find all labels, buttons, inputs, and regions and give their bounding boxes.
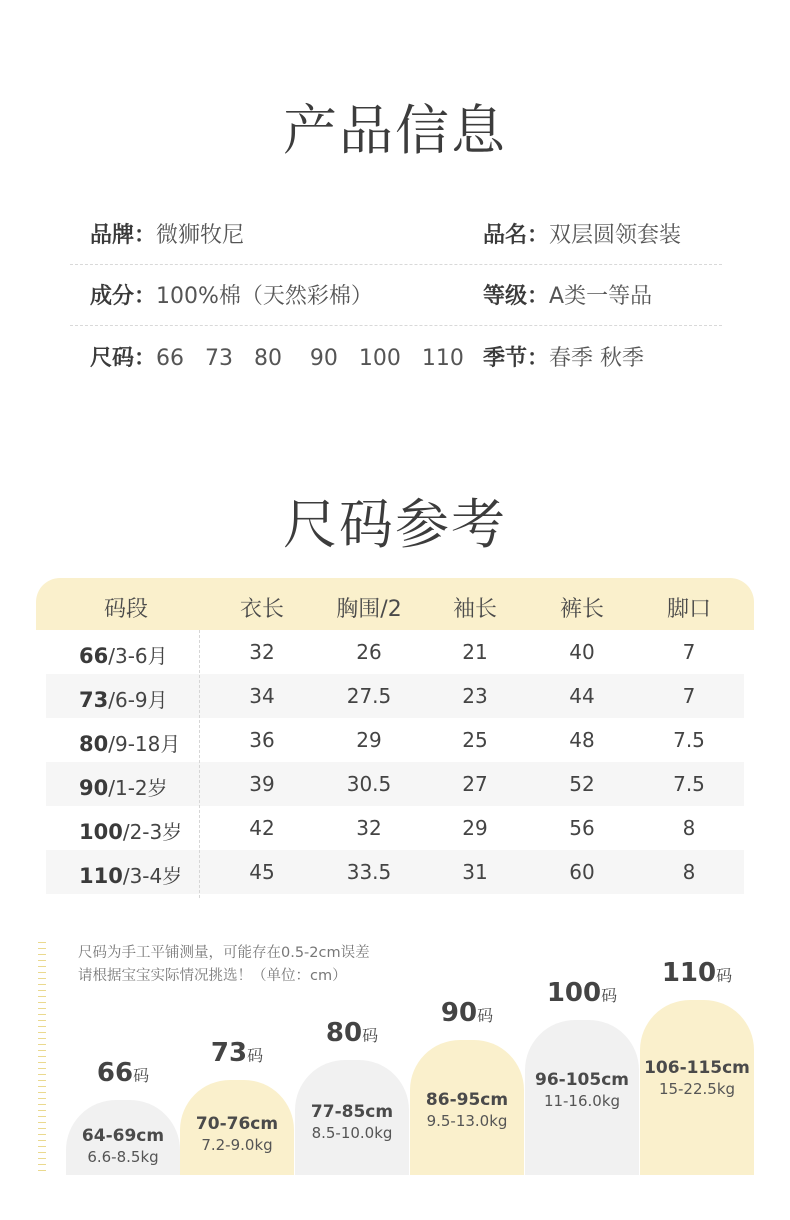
cell-chest: 26: [356, 640, 382, 664]
header-sleeve: 袖长: [452, 597, 497, 622]
cell-length: 36: [249, 728, 275, 752]
bar-weight-range: 15-22.5kg: [658, 1080, 736, 1098]
cell-pants: 56: [569, 816, 595, 840]
size-bar-66: [66, 1100, 180, 1175]
product-name-key: 品名：: [483, 223, 550, 248]
bar-height-range: 77-85cm: [310, 1102, 394, 1122]
header-pants: 裤长: [559, 597, 604, 622]
size-value: 66 73 80 90 100 110: [156, 346, 464, 371]
row-age: /9-18月: [108, 732, 181, 756]
bar-height-range: 86-95cm: [425, 1090, 509, 1110]
bar-weight-range: 6.6-8.5kg: [87, 1148, 159, 1166]
bar-label-66: 66码: [96, 1058, 150, 1088]
product-info-title: 产品信息: [283, 99, 507, 162]
ruler-decoration: [38, 942, 46, 1174]
bar-label-90: 90码: [440, 998, 494, 1028]
cell-length: 32: [249, 640, 275, 664]
cell-chest: 27.5: [346, 684, 392, 708]
bar-height-range: 96-105cm: [535, 1070, 629, 1090]
measurement-note: 尺码为手工平铺测量，可能存在0.5-2cm误差: [78, 945, 370, 961]
row-age: /3-4岁: [122, 864, 183, 888]
size-reference-title: 尺码参考: [283, 493, 507, 556]
cell-chest: 33.5: [346, 860, 392, 884]
cell-sleeve: 31: [462, 860, 488, 884]
size-bar-80: [295, 1060, 409, 1175]
bar-label-100: 100码: [546, 978, 618, 1008]
row-size: 80: [79, 732, 109, 756]
row-size: 90: [79, 776, 109, 800]
cell-chest: 32: [356, 816, 382, 840]
header-chest: 胸围/2: [336, 597, 402, 622]
cell-sleeve: 21: [462, 640, 488, 664]
row-age: /2-3岁: [122, 820, 183, 844]
bar-weight-range: 11-16.0kg: [543, 1092, 621, 1110]
bar-weight-range: 9.5-13.0kg: [426, 1112, 508, 1130]
info-row-size: [70, 327, 722, 387]
size-bar-73: [180, 1080, 294, 1175]
cell-cuff: 7.5: [673, 728, 705, 752]
size-table-body: [46, 630, 744, 894]
cell-pants: 48: [569, 728, 595, 752]
row-size: 110: [79, 864, 123, 888]
brand-key: 品牌：: [90, 223, 157, 248]
bar-weight-range: 8.5-10.0kg: [311, 1124, 393, 1142]
table-row: [46, 762, 744, 806]
bar-height-range: 70-76cm: [195, 1114, 279, 1134]
cell-cuff: 7: [682, 640, 696, 664]
info-row-material: [70, 265, 722, 326]
bar-label-73: 73码: [210, 1038, 264, 1068]
cell-cuff: 7: [682, 684, 696, 708]
row-age: /3-6月: [108, 644, 168, 668]
bar-label-110: 110码: [661, 958, 733, 988]
header-size-range: 码段: [103, 597, 148, 622]
bar-label-80: 80码: [325, 1018, 379, 1048]
row-age: /1-2岁: [108, 776, 168, 800]
table-row: [46, 850, 744, 894]
material-key: 成分：: [90, 284, 157, 309]
cell-cuff: 8: [682, 860, 696, 884]
table-row: [46, 630, 744, 674]
cell-pants: 52: [569, 772, 595, 796]
cell-sleeve: 25: [462, 728, 488, 752]
product-name-value: 双层圆领套装: [549, 223, 682, 248]
header-cuff: 脚口: [666, 597, 711, 622]
cell-cuff: 7.5: [673, 772, 705, 796]
cell-length: 45: [249, 860, 275, 884]
row-age: /6-9月: [108, 688, 168, 712]
row-size: 100: [79, 820, 123, 844]
cell-chest: 29: [356, 728, 382, 752]
grade-key: 等级：: [483, 284, 550, 309]
row-size: 73: [79, 688, 109, 712]
brand-value: 微狮牧尼: [156, 223, 245, 248]
size-table-header: [36, 578, 754, 630]
cell-length: 42: [249, 816, 275, 840]
season-key: 季节：: [483, 346, 550, 371]
cell-length: 34: [249, 684, 275, 708]
size-bar-110: [640, 1000, 754, 1175]
column-divider: [199, 630, 200, 898]
season-value: 春季 秋季: [549, 346, 645, 371]
cell-sleeve: 23: [462, 684, 488, 708]
header-length: 衣长: [239, 597, 284, 622]
material-value: 100%棉（天然彩棉）: [156, 284, 373, 309]
info-row-brand: [70, 204, 722, 265]
selection-note: 请根据宝宝实际情况挑选！（单位：cm）: [78, 968, 347, 984]
cell-pants: 40: [569, 640, 595, 664]
cell-chest: 30.5: [346, 772, 392, 796]
cell-pants: 60: [569, 860, 595, 884]
bar-weight-range: 7.2-9.0kg: [201, 1136, 273, 1154]
bar-height-range: 64-69cm: [81, 1126, 165, 1146]
cell-sleeve: 29: [462, 816, 488, 840]
grade-value: A类一等品: [549, 284, 653, 309]
table-row: [46, 806, 744, 850]
table-row: [46, 718, 744, 762]
cell-pants: 44: [569, 684, 595, 708]
table-row: [46, 674, 744, 718]
row-size: 66: [79, 644, 109, 668]
cell-cuff: 8: [682, 816, 696, 840]
cell-length: 39: [249, 772, 275, 796]
size-bar-100: [525, 1020, 639, 1175]
cell-sleeve: 27: [462, 772, 488, 796]
size-key: 尺码：: [90, 346, 157, 371]
size-bar-90: [410, 1040, 524, 1175]
bar-height-range: 106-115cm: [644, 1058, 750, 1078]
